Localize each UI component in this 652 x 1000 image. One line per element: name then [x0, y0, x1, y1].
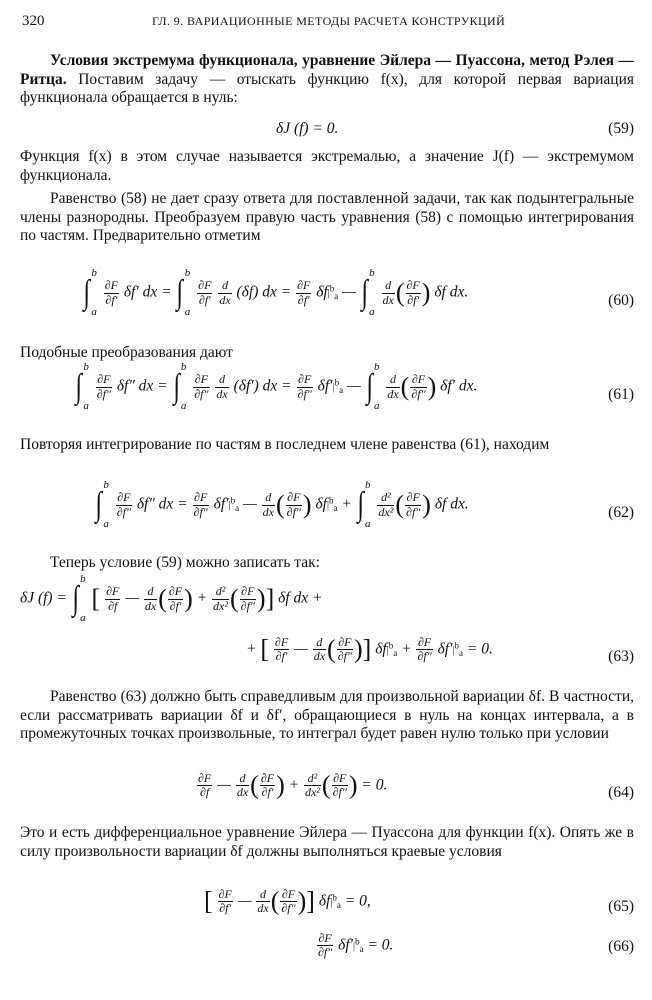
equation-66 — [20, 932, 634, 972]
equation-61 — [20, 361, 634, 428]
paragraph-1-text: Поставим задачу — отыскать функцию f(x), для которой первая вариация функционала обращается в нуль: — [20, 70, 634, 107]
paragraph-6 — [20, 554, 634, 573]
paragraph-4-text: Подобные преобразования дают — [20, 344, 233, 361]
equation-62 — [20, 479, 634, 546]
paragraph-8-text: Это и есть дифференциальное уравнение Эйлера — Пуассона для функции f(x). Опять же в силу произвольности вариации δf должны выполняться краевые условия — [20, 824, 634, 860]
paragraph-5-text: Повторяя интегрирование по частям в последнем члене равенства (61), находим — [20, 436, 550, 453]
paragraph-5 — [20, 436, 634, 455]
equation-62-number: (62) — [608, 504, 634, 521]
equation-64 — [20, 770, 634, 818]
paragraph-7 — [20, 688, 634, 744]
equation-65-body: [ $\frac{\partial F}{\partial f'}$ — $\frac{d}{dx}$ ( $\frac{\partial F}{\partial f''}$ )] $\delta f|^b_a = 0$, — [204, 886, 371, 916]
equation-63 — [20, 573, 634, 640]
equation-60-body: ∫ b a $\frac{\partial F}{\partial f'}$ δf′ dx = ∫ b a $\frac{\partial F}{\partial f'}$ $\frac{d}{dx}$ (δf) dx = $\frac{\partial F}{\partial f'}$ $\delta f|^b_a$ — ∫ b a $\frac{d}{dx}$ ( $\frac{\partial F}{\partial f'}$ ) δf dx. — [83, 267, 469, 318]
equation-63-line-2: + [ $\frac{\partial F}{\partial f'}$ — $\frac{d}{dx}$ ( $\frac{\partial F}{\partial f''}$ )] $\delta f|^b_a$ + $\frac{\partial F}{\partial f''}$ $\delta f'|^b_a = 0$. — [246, 634, 493, 664]
equation-59-body: δJ (f) = 0. — [276, 120, 339, 137]
equation-64-number: (64) — [608, 784, 634, 801]
equation-63-number: (63) — [608, 648, 634, 665]
paragraph-2 — [20, 148, 634, 185]
page-header — [22, 12, 632, 32]
equation-65-number: (65) — [608, 898, 634, 915]
equation-60-number: (60) — [608, 292, 634, 309]
equation-62-body: ∫ b a $\frac{\partial F}{\partial f''}$ δf″ dx = $\frac{\partial F}{\partial f''}$ $\delta f'|^b_a$ — $\frac{d}{dx}$ ( $\frac{\partial F}{\partial f''}$ ) $\delta f|^b_a$ + ∫ b a $\frac{\text{d²}}{\text{dx²}}$ ( $\frac{\partial F}{\partial f''}$ ) δf dx. — [95, 479, 469, 530]
page-number: 320 — [22, 13, 45, 29]
equation-66-body: $\frac{\partial F}{\partial f''}$ $\delta f'|^b_a = 0$. — [318, 931, 394, 960]
paragraph-8 — [20, 824, 634, 861]
equation-63-line-1: δJ (f) = ∫ b a [ $\frac{\partial F}{\partial f}$ — $\frac{d}{dx}$ ( $\frac{\partial F}{\partial f'}$ ) + $\frac{\text{d²}}{\text{dx²}}$ ( $\frac{\partial F}{\partial f''}$ )] δf dx + — [20, 573, 323, 624]
paragraph-4 — [20, 344, 634, 363]
running-title: ГЛ. 9. ВАРИАЦИОННЫЕ МЕТОДЫ РАСЧЕТА КОНСТРУКЦИЙ — [152, 14, 506, 28]
paragraph-7-text: Равенство (63) должно быть справедливым для произвольной вариации δf. В частности, если рассматривать вариации δf и δf′, обращающиеся в нуль на концах интервала, а в промежуточных точках произвольные, то интеграл будет равен нулю только при условии — [20, 688, 634, 743]
equation-60 — [20, 267, 634, 334]
paragraph-3 — [20, 190, 634, 246]
equation-63-continuation — [20, 636, 634, 682]
equation-61-body: ∫ b a $\frac{\partial F}{\partial f''}$ δf″ dx = ∫ b a $\frac{\partial F}{\partial f''}$ $\frac{d}{dx}$ (δf′) dx = $\frac{\partial F}{\partial f''}$ $\delta f'|^b_a$ — ∫ b a $\frac{d}{dx}$ ( $\frac{\partial F}{\partial f''}$ ) δf′ dx. — [75, 361, 478, 412]
paragraph-3-text: Равенство (58) не дает сразу ответа для поставленной задачи, так как подынтегральные члены разнородны. Преобразуем правую часть уравнения (58) с помощью интегрирования по частям. Предварительно отметим — [20, 190, 634, 245]
equation-64-body: $\frac{\partial F}{\partial f}$ — $\frac{d}{dx}$ ( $\frac{\partial F}{\partial f'}$ ) + $\frac{\text{d²}}{\text{dx²}}$ ( $\frac{\partial F}{\partial f''}$ ) = 0. — [198, 770, 388, 800]
paragraph-6-text: Теперь условие (59) можно записать так: — [50, 554, 320, 571]
equation-59-number: (59) — [608, 120, 634, 137]
equation-61-number: (61) — [608, 386, 634, 403]
equation-66-number: (66) — [608, 938, 634, 955]
equation-65 — [20, 886, 634, 932]
equation-59 — [20, 120, 634, 142]
paragraph-2-text: Функция f(x) в этом случае называется экстремалью, а значение J(f) — экстремумом функционала. — [20, 148, 634, 184]
section-heading: Условия экстремума функционала, уравнение Эйлера — Пуассона, метод Рэлея — Ритца. — [20, 52, 634, 88]
paragraph-1 — [20, 52, 634, 108]
